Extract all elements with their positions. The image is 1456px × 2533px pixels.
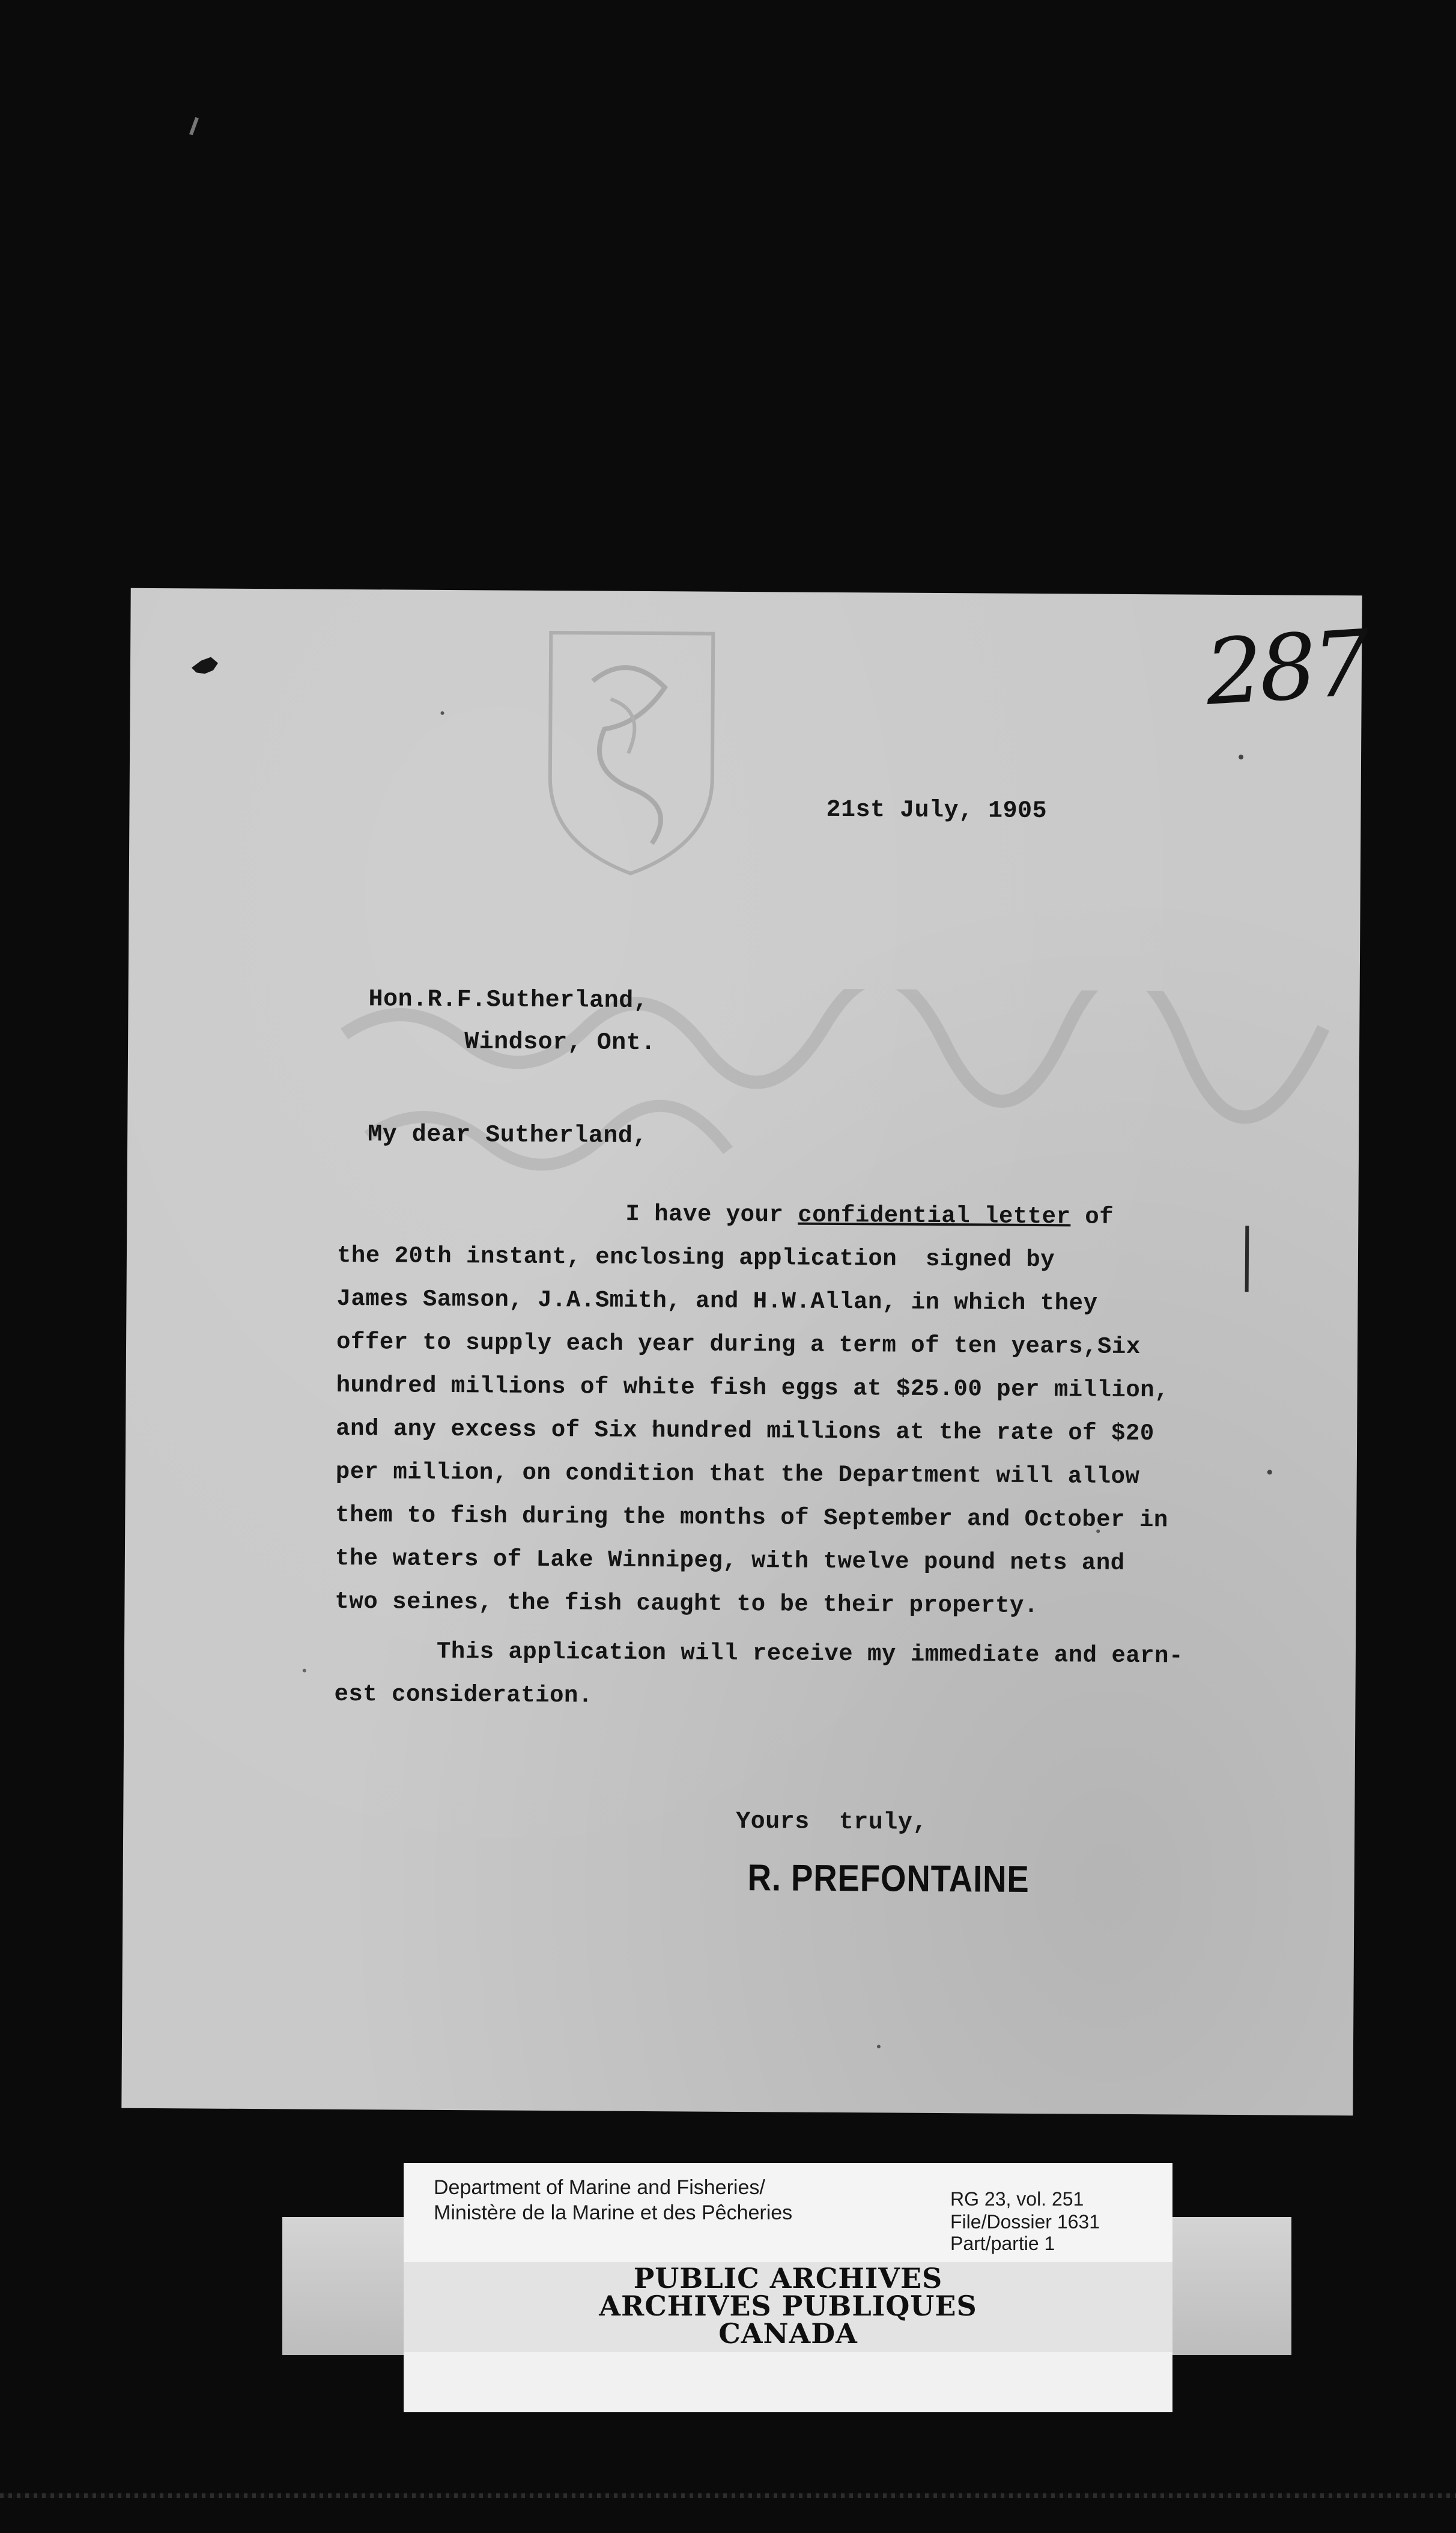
margin-pencil-mark bbox=[1245, 1226, 1249, 1292]
closing: Yours truly, bbox=[736, 1808, 927, 1837]
body-line: per million, on condition that the Department will allow bbox=[335, 1458, 1140, 1491]
signature-stamp: R. PREFONTAINE bbox=[747, 1857, 1030, 1900]
file-number: File/Dossier 1631 bbox=[950, 2211, 1100, 2233]
archives-stamp bbox=[404, 2262, 1172, 2352]
body-line: offer to supply each year during a term of ten years,Six bbox=[336, 1328, 1141, 1361]
part-number: Part/partie 1 bbox=[950, 2233, 1055, 2254]
body-line: them to fish during the months of September and October in bbox=[335, 1501, 1168, 1534]
bleed-through-ghost-text bbox=[332, 986, 1354, 1190]
body-line: This application will receive my immediate and earn- bbox=[436, 1638, 1184, 1670]
stamp-line-english: PUBLIC ARCHIVES bbox=[633, 2262, 943, 2294]
letter-page bbox=[121, 588, 1370, 2115]
department-french: Ministère de la Marine et des Pêcheries bbox=[434, 2201, 793, 2224]
body-text: I have your bbox=[625, 1200, 798, 1229]
salutation: My dear Sutherland, bbox=[368, 1121, 648, 1151]
handwritten-page-number: 287 bbox=[1202, 611, 1370, 726]
letter-date: 21st July, 1905 bbox=[826, 796, 1048, 826]
addressee-name: Hon.R.F.Sutherland, bbox=[368, 986, 649, 1015]
crest-watermark-icon bbox=[538, 627, 726, 880]
body-line: the waters of Lake Winnipeg, with twelve pound nets and bbox=[335, 1545, 1125, 1577]
body-line: the 20th instant, enclosing application signed by bbox=[336, 1242, 1055, 1274]
film-edge-perforation bbox=[0, 2493, 1456, 2498]
body-line: hundred millions of white fish eggs at $25.00 per million, bbox=[336, 1372, 1169, 1404]
body-line bbox=[625, 1201, 1114, 1230]
body-line: est consideration. bbox=[334, 1680, 593, 1709]
underlined-text: confidential letter bbox=[798, 1202, 1071, 1230]
body-text: of bbox=[1070, 1203, 1114, 1230]
addressee-place: Windsor, Ont. bbox=[464, 1029, 656, 1057]
body-line: and any excess of Six hundred millions at the rate of $20 bbox=[336, 1415, 1154, 1447]
body-line: James Samson, J.A.Smith, and H.W.Allan, in which they bbox=[336, 1285, 1098, 1317]
record-group: RG 23, vol. 251 bbox=[950, 2188, 1084, 2210]
stamp-line-french: ARCHIVES PUBLIQUES bbox=[599, 2290, 977, 2322]
corner-blot-icon bbox=[190, 654, 220, 676]
body-line: two seines, the fish caught to be their property. bbox=[335, 1588, 1039, 1620]
stamp-line-country: CANADA bbox=[718, 2317, 858, 2350]
department-english: Department of Marine and Fisheries/ bbox=[434, 2176, 765, 2199]
reference-card bbox=[404, 2163, 1172, 2262]
